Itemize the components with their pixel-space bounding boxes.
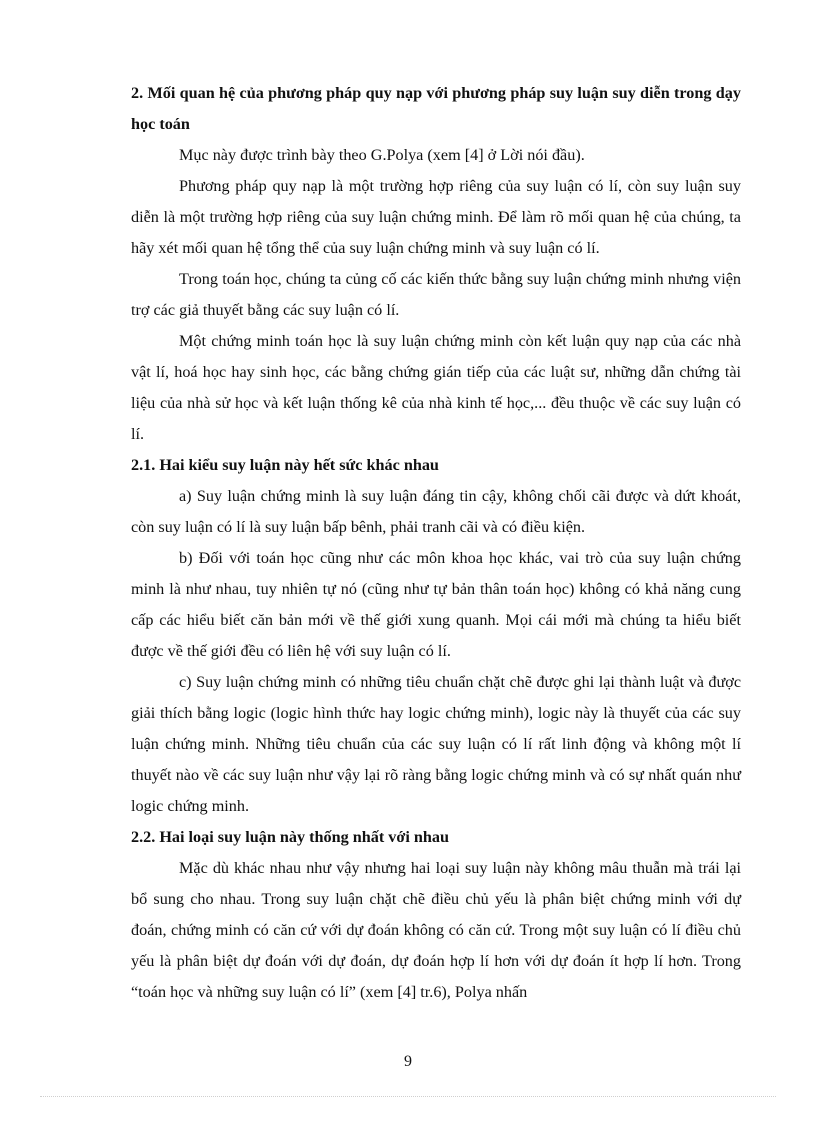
page-body <box>131 78 741 1008</box>
subsection-heading-2-2: 2.2. Hai loại suy luận này thống nhất với nhau <box>131 828 449 846</box>
paragraph: a) Suy luận chứng minh là suy luận đáng tin cậy, không chối cãi được và dứt khoát, còn suy luận có lí là suy luận bấp bênh, phải tranh cãi và có điều kiện. <box>131 487 741 536</box>
subsection-heading-2-1: 2.1. Hai kiểu suy luận này hết sức khác nhau <box>131 456 439 474</box>
paragraph: Mặc dù khác nhau như vậy nhưng hai loại suy luận này không mâu thuẫn mà trái lại bổ sung cho nhau. Trong suy luận chặt chẽ điều chủ yếu là phân biệt chứng minh với dự đoán, chứng minh có căn cứ với dự đoán không có căn cứ. Trong một suy luận có lí điều chủ yếu là phân biệt dự đoán với dự đoán, dự đoán hợp lí hơn với dự đoán ít hợp lí hơn. Trong “toán học và những suy luận có lí” (xem [4] tr.6), Polya nhấn <box>131 859 741 1001</box>
paragraph: Một chứng minh toán học là suy luận chứng minh còn kết luận quy nạp của các nhà vật lí, hoá học hay sinh học, các bằng chứng gián tiếp của các luật sư, những dẫn chứng tài liệu của nhà sử học và kết luận thống kê của nhà kinh tế học,... đều thuộc về các suy luận có lí. <box>131 332 741 443</box>
paragraph: b) Đối với toán học cũng như các môn khoa học khác, vai trò của suy luận chứng minh là như nhau, tuy nhiên tự nó (cũng như tự bản thân toán học) không có khả năng cung cấp các hiểu biết căn bản mới về thế giới xung quanh. Mọi cái mới mà chúng ta hiểu biết được về thế giới đều có liên hệ với suy luận có lí. <box>131 549 741 660</box>
paragraph: c) Suy luận chứng minh có những tiêu chuẩn chặt chẽ được ghi lại thành luật và được giải thích bằng logic (logic hình thức hay logic chứng minh), logic này là thuyết của các suy luận chứng minh. Những tiêu chuẩn của các suy luận có lí rất linh động và không một lí thuyết nào về các suy luận như vậy lại rõ ràng bằng logic chứng minh và có sự nhất quán như logic chứng minh. <box>131 673 741 815</box>
paragraph: Mục này được trình bày theo G.Polya (xem [4] ở Lời nói đầu). <box>179 146 585 164</box>
paragraph: Trong toán học, chúng ta củng cố các kiến thức bằng suy luận chứng minh nhưng viện trợ các giả thuyết bằng các suy luận có lí. <box>131 270 741 319</box>
page-bottom-divider <box>40 1096 776 1097</box>
page-number: 9 <box>404 1053 412 1070</box>
paragraph: Phương pháp quy nạp là một trường hợp riêng của suy luận có lí, còn suy luận suy diễn là một trường hợp riêng của suy luận chứng minh. Để làm rõ mối quan hệ của chúng, ta hãy xét mối quan hệ tổng thể của suy luận chứng minh và suy luận có lí. <box>131 177 741 257</box>
section-heading: 2. Mối quan hệ của phương pháp quy nạp với phương pháp suy luận suy diễn trong dạy học toán <box>131 84 741 133</box>
